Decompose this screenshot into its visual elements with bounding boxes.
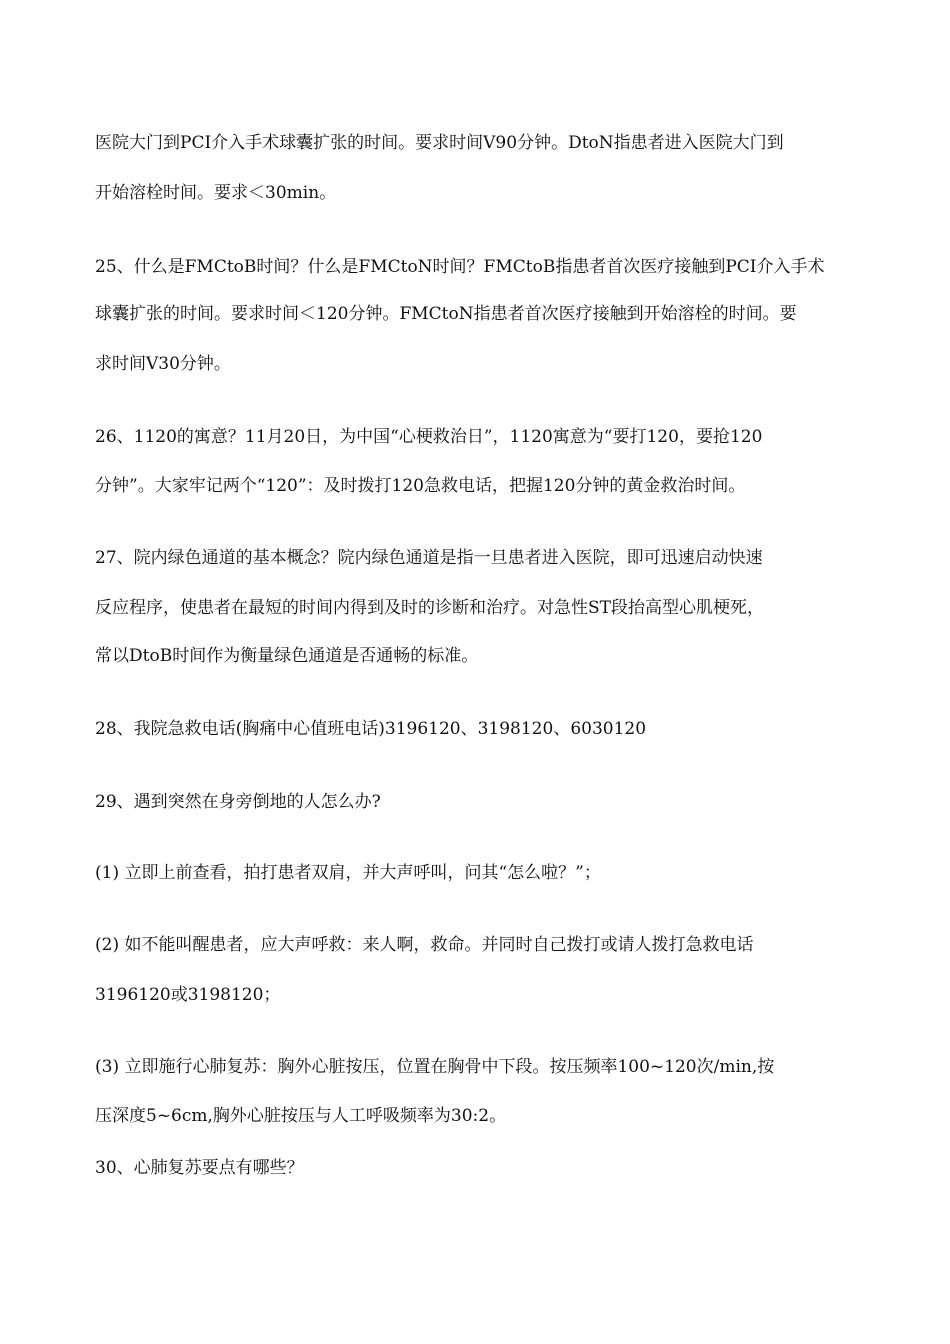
text-line: 医院大门到PCI介入手术球囊扩张的时间。要求时间V90分钟。DtoN指患者进入医院大门到 bbox=[95, 133, 784, 153]
text-line: 29、遇到突然在身旁倒地的人怎么办? bbox=[95, 792, 381, 812]
text-line: 压深度5~6cm,胸外心脏按压与人工呼吸频率为30:2。 bbox=[95, 1106, 507, 1126]
text-line: 30、心肺复苏要点有哪些？ bbox=[95, 1158, 304, 1178]
text-line: (2) 如不能叫醒患者，应大声呼救：来人啊，救命。并同时自己拨打或请人拨打急救电话 bbox=[95, 935, 754, 955]
text-line: 开始溶栓时间。要求＜30min。 bbox=[95, 183, 337, 203]
text-line: (3) 立即施行心肺复苏：胸外心脏按压，位置在胸骨中下段。按压频率100~120次/min,按 bbox=[95, 1057, 775, 1077]
text-line: 3196120或3198120； bbox=[95, 985, 281, 1005]
text-line: 球囊扩张的时间。要求时间＜120分钟。FMCtoN指患者首次医疗接触到开始溶栓的时间。要 bbox=[95, 304, 797, 324]
text-line: 分钟”。大家牢记两个“120”：及时拨打120急救电话，把握120分钟的黄金救治时间。 bbox=[95, 476, 746, 496]
text-line: 反应程序，使患者在最短的时间内得到及时的诊断和治疗。对急性ST段抬高型心肌梗死， bbox=[95, 598, 764, 618]
text-line: 求时间V30分钟。 bbox=[95, 354, 231, 374]
text-line: 25、什么是FMCtoB时间？什么是FMCtoN时间？FMCtoB指患者首次医疗接触到PCI介入手术 bbox=[95, 257, 825, 277]
text-line: 常以DtoB时间作为衡量绿色通道是否通畅的标准。 bbox=[95, 646, 479, 666]
text-line: (1) 立即上前查看，拍打患者双肩，并大声呼叫，问其“怎么啦？”； bbox=[95, 863, 601, 883]
text-line: 28、我院急救电话(胸痛中心值班电话)3196120、3198120、6030120 bbox=[95, 719, 647, 739]
text-line: 27、院内绿色通道的基本概念？院内绿色通道是指一旦患者进入医院，即可迅速启动快速 bbox=[95, 548, 763, 568]
text-line: 26、1120的寓意？11月20日，为中国“心梗救治日”，1120寓意为“要打120，要抢120 bbox=[95, 427, 763, 447]
